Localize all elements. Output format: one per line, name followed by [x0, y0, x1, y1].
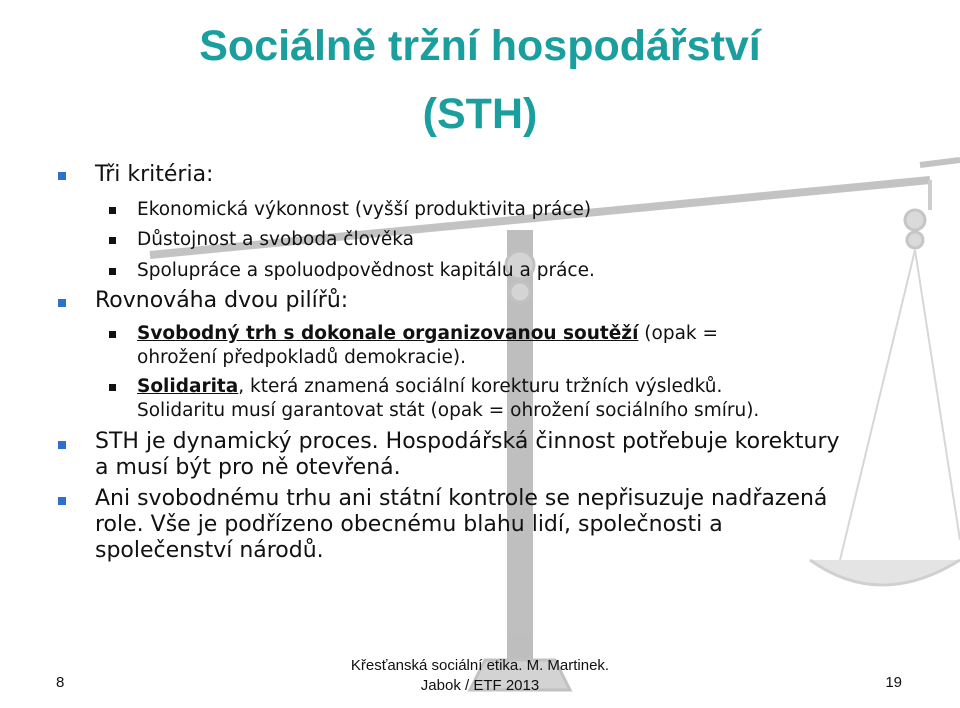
slide-number: 19	[885, 674, 902, 691]
sub-item-human-dignity: Důstojnost a svoboda člověka	[137, 229, 414, 250]
bullet-item-common-good-line3: společenství národů.	[95, 538, 324, 563]
bullet-item-common-good-line2: role. Vše je podřízeno obecnému blahu lidí, společnosti a	[95, 512, 723, 537]
free-market-bold-text: Svobodný trh s dokonale organizovanou soutěží	[137, 323, 639, 344]
sub-bullet-square-icon	[109, 331, 116, 338]
bullet-square-icon	[58, 441, 66, 449]
solidarity-bold-text: Solidarita	[137, 376, 239, 397]
sub-item-free-market-line2: ohrožení předpokladů demokracie).	[137, 347, 466, 368]
sub-item-economic-performance: Ekonomická výkonnost (vyšší produktivita práce)	[137, 199, 592, 220]
footer-institution: Jabok / ETF 2013	[420, 677, 540, 694]
bullet-item-common-good-line1: Ani svobodnému trhu ani státní kontrole se nepřisuzuje nadřazená	[95, 486, 828, 511]
bullet-item-balance: Rovnováha dvou pilířů:	[95, 288, 349, 313]
sub-bullet-square-icon	[109, 207, 116, 214]
bullet-item-dynamic-process-line2: a musí být pro ně otevřená.	[95, 455, 401, 480]
bullet-square-icon	[58, 497, 66, 505]
bullet-square-icon	[58, 299, 66, 307]
sub-bullet-square-icon	[109, 268, 116, 275]
solidarity-rest-text: , která znamená sociální korekturu tržních výsledků.	[238, 376, 723, 397]
free-market-rest-text: (opak =	[638, 323, 719, 344]
bullet-item-criteria: Tři kritéria:	[95, 162, 214, 187]
bullet-square-icon	[58, 172, 66, 180]
sub-item-free-market	[137, 322, 718, 346]
page-title-line1: Sociálně tržní hospodářství	[199, 22, 761, 70]
page-title-line2: (STH)	[422, 90, 538, 138]
footer-center	[0, 656, 960, 696]
footer-course-title: Křesťanská sociální etika. M. Martinek.	[350, 657, 610, 674]
sub-bullet-square-icon	[109, 384, 116, 391]
sub-bullet-square-icon	[109, 237, 116, 244]
sub-item-solidarity-line2: Solidaritu musí garantovat stát (opak = ohrožení sociálního smíru).	[137, 400, 760, 421]
footer-left-number: 8	[56, 674, 65, 691]
sub-item-cooperation: Spolupráce a spoluodpovědnost kapitálu a práce.	[137, 260, 595, 281]
bullet-item-dynamic-process-line1: STH je dynamický proces. Hospodářská činnost potřebuje korektury	[95, 429, 840, 454]
sub-item-solidarity	[137, 375, 722, 399]
